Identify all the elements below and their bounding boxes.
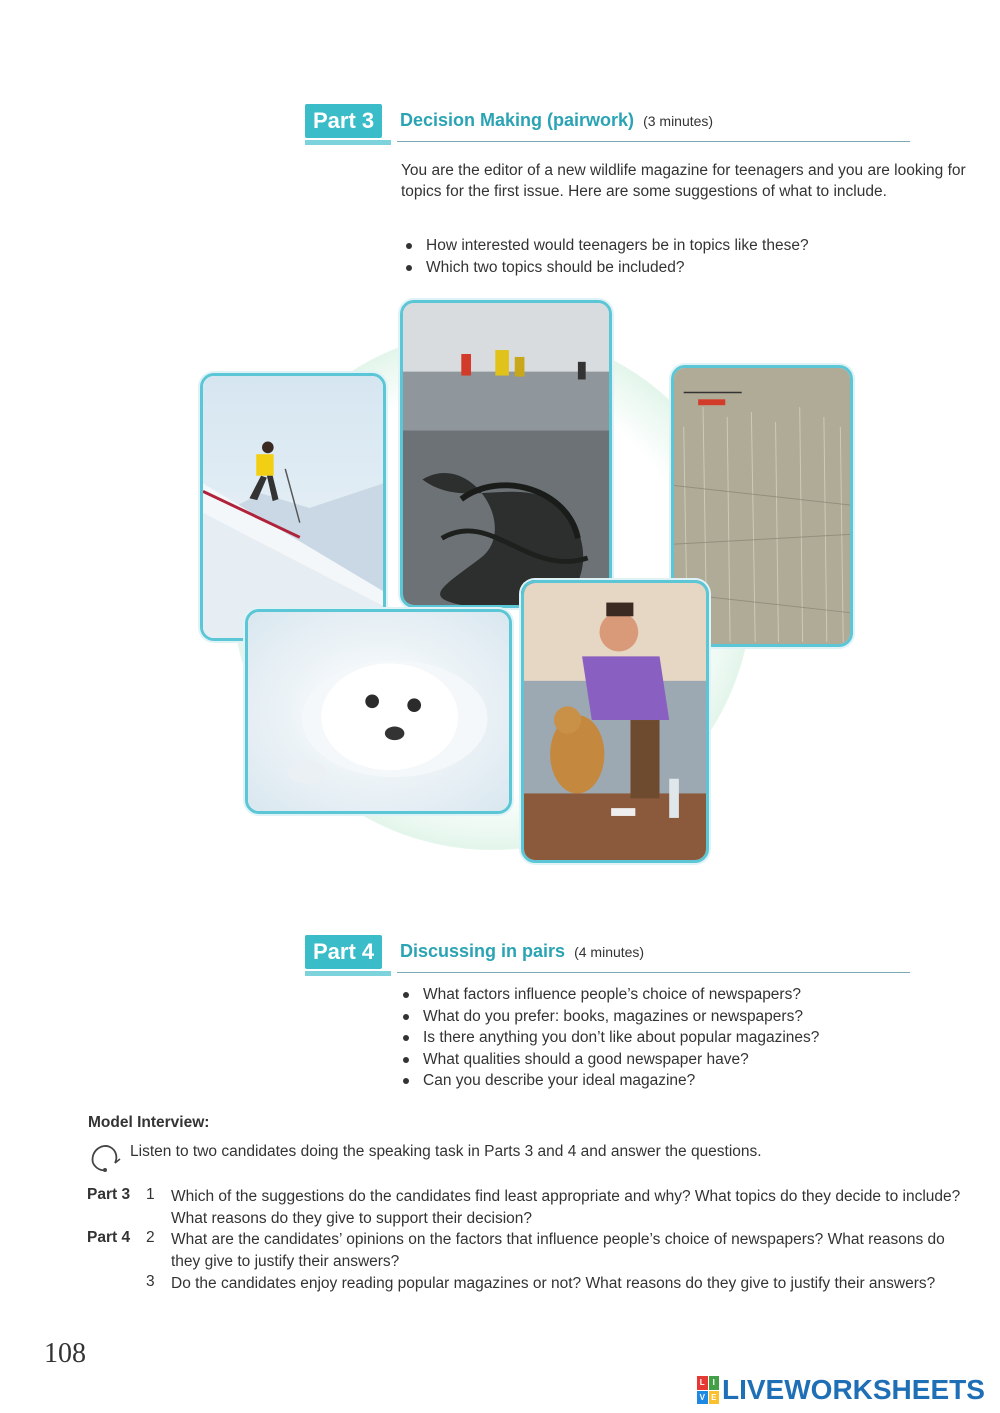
list-item: Can you describe your ideal magazine? — [401, 1070, 819, 1092]
brand-name: LIVEWORKSHEETS — [722, 1374, 985, 1405]
question-number: 2 — [146, 1229, 155, 1246]
bullet-icon — [406, 265, 412, 271]
question-text: Which of the suggestions do the candidates find least appropriate and why? What topics do they decide to include? What reasons do they give to support their decision? — [171, 1188, 961, 1227]
man-dog-image — [524, 583, 706, 860]
question-text: What are the candidates’ opinions on the factors that influence people’s choice of newspapers? What reasons do they give to justify their answers? — [171, 1231, 945, 1270]
oil-spill-photo — [400, 300, 612, 608]
bullet-icon — [403, 1014, 409, 1020]
bullet-icon — [403, 1057, 409, 1063]
part4-title-text: Discussing in pairs — [400, 941, 566, 961]
bullet-icon — [406, 243, 412, 249]
question-part-label: Part 3 — [87, 1186, 131, 1203]
part4-badge-underline — [305, 971, 391, 976]
headphones-icon — [88, 1139, 122, 1175]
question-number: 1 — [146, 1186, 155, 1203]
part3-title — [400, 110, 713, 131]
seal-image — [248, 612, 509, 811]
skier-photo — [200, 373, 386, 641]
part3-title-text: Decision Making (pairwork) — [400, 110, 635, 130]
list-item: What qualities should a good newspaper have? — [401, 1049, 819, 1071]
bullet-icon — [403, 1035, 409, 1041]
list-item: What do you prefer: books, magazines or newspapers? — [401, 1006, 819, 1028]
man-with-dog-photo — [521, 580, 709, 863]
part3-intro: You are the editor of a new wildlife magazine for teenagers and you are looking for topics for the first issue. Here are some suggestions of what to include. — [401, 162, 966, 200]
part4-duration: (4 minutes) — [574, 944, 645, 960]
bullet-icon — [403, 1078, 409, 1084]
question-text: Do the candidates enjoy reading popular magazines or not? What reasons do they give to justify their answers? — [171, 1275, 936, 1292]
model-interview-title: Model Interview: — [88, 1114, 210, 1131]
part4-bullets — [401, 984, 819, 1092]
part4-header — [305, 935, 910, 981]
liveworksheets-logo-icon: L I V E — [697, 1376, 719, 1404]
list-item: How interested would teenagers be in topics like these? — [404, 235, 809, 257]
bullet-icon — [403, 992, 409, 998]
list-item: Which two topics should be included? — [404, 257, 809, 279]
seal-pup-photo — [245, 609, 512, 814]
list-item: What factors influence people’s choice of newspapers? — [401, 984, 819, 1006]
question-part-label: Part 4 — [87, 1229, 131, 1246]
part3-header — [305, 104, 910, 150]
part3-rule — [397, 141, 910, 142]
page-number: 108 — [44, 1338, 86, 1369]
list-item: Is there anything you don’t like about popular magazines? — [401, 1027, 819, 1049]
question-number: 3 — [146, 1273, 155, 1290]
part3-badge-underline — [305, 140, 391, 145]
part3-badge: Part 3 — [305, 104, 382, 138]
liveworksheets-brand[interactable] — [697, 1374, 985, 1406]
part3-bullets — [404, 235, 809, 278]
listen-instruction: Listen to two candidates doing the speaking task in Parts 3 and 4 and answer the questions. — [130, 1143, 762, 1160]
part4-badge: Part 4 — [305, 935, 382, 969]
part4-rule — [397, 972, 910, 973]
skier-image — [203, 376, 383, 638]
part4-title — [400, 941, 644, 962]
oil-spill-image — [403, 303, 609, 605]
part3-duration: (3 minutes) — [643, 113, 714, 129]
